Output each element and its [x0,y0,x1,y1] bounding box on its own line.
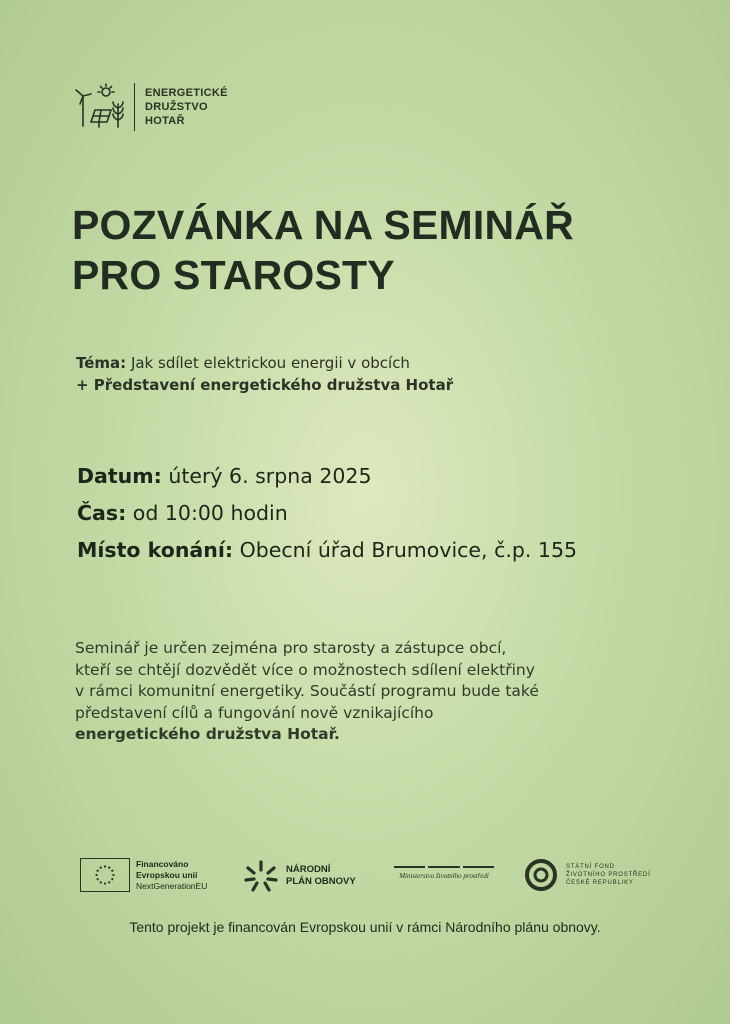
npo-text [286,864,356,888]
topic-label: Téma: [76,354,127,372]
topic-subtitle: + Představení energetického družstva Hotař [76,376,454,394]
topic-text: Jak sdílet elektrickou energii v obcích [126,354,410,372]
sfzp-circle-icon [524,858,558,892]
logo-wordmark [145,86,228,128]
eu-funding-text [136,859,207,892]
npo-star-icon [242,858,280,894]
event-details [77,458,697,569]
description-line-3: v rámci komunitní energetiky. Součástí programu bude také [75,682,539,700]
eu-line-2: Evropskou unií [136,869,198,880]
place-label: Místo konání: [77,538,234,562]
title-line-2: PRO STAROSTY [72,252,395,298]
sfzp-line-3: ČESKÉ REPUBLIKY [566,880,634,886]
sfzp-line-1: STÁTNÍ FOND [566,864,615,870]
description-line-1: Seminář je určen zejména pro starosty a zástupce obcí, [75,639,507,657]
date-label: Datum: [77,464,162,488]
time-row [77,495,697,532]
mzp-lines-icon [394,866,494,868]
eu-line-3: NextGenerationEU [136,880,208,891]
eu-line-1: Financováno [136,858,189,869]
description-line-4: představení cílů a fungování nově vznikajícího [75,703,434,722]
mzp-text: Ministerstvo životního prostředí [399,872,489,880]
time-label: Čas: [77,501,127,525]
description-line-2: kteří se chtějí dozvědět více o možnostech sdílení elektřiny [75,660,535,679]
logo-line-2: DRUŽSTVO [145,101,208,113]
npo-line-2: PLÁN OBNOVY [286,876,356,887]
sfzp-line-2: ŽIVOTNÍHO PROSTŘEDÍ [566,872,651,878]
description-bold-line: energetického družstva Hotař. [75,725,340,743]
seminar-description [75,638,675,746]
npo-logo [242,858,356,894]
place-value: Obecní úřad Brumovice, č.p. 155 [233,538,578,562]
eu-flag-icon [80,858,130,892]
wind-sun-solar-wheat-icon [74,82,126,132]
sfzp-text [566,863,651,887]
sponsor-logos [80,852,660,902]
sfzp-logo [524,858,651,892]
date-row [77,458,697,495]
logo-line-3: HOTAŘ [145,115,185,127]
mzp-logo [394,866,494,880]
seminar-topic [76,352,676,396]
date-value: úterý 6. srpna 2025 [161,464,372,488]
logo-line-1: ENERGETICKÉ [145,87,228,99]
logo-divider [134,83,135,131]
funding-footer: Tento projekt je financován Evropskou unií v rámci Národního plánu obnovy. [129,919,601,935]
npo-line-1: NÁRODNÍ [286,864,331,875]
cooperative-logo [74,82,228,132]
page-title [72,200,692,300]
place-row [77,532,697,569]
time-value: od 10:00 hodin [126,501,288,525]
title-line-1: POZVÁNKA NA SEMINÁŘ [72,202,574,248]
eu-funding-logo [80,858,207,892]
